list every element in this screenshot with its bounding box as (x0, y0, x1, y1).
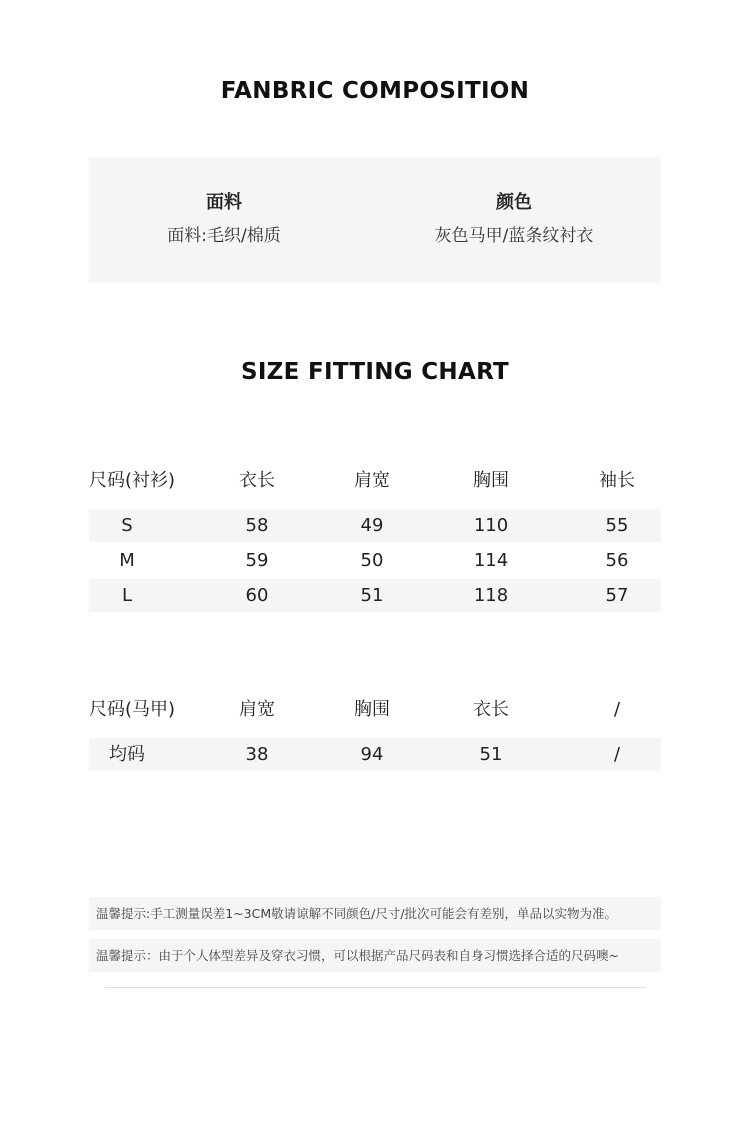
color-value: 灰色马甲/蓝条纹衬衣 (434, 226, 594, 246)
shirt-size-table (89, 464, 661, 614)
table-cell: 114 (473, 550, 509, 571)
color-label: 颜色 (496, 192, 532, 213)
table-header-row (89, 693, 661, 727)
header-cell-sleeve: 袖长 (599, 470, 635, 491)
header-cell-shoulder: 肩宽 (354, 470, 390, 491)
table-cell: 57 (605, 585, 629, 606)
table-cell: 58 (245, 515, 269, 536)
fabric-info-panel (89, 157, 661, 283)
header-cell-size: 尺码(马甲) (89, 699, 176, 720)
header-cell-chest: 胸围 (354, 699, 390, 720)
header-cell-empty: / (613, 699, 621, 720)
table-row (89, 579, 661, 612)
table-cell: 59 (245, 550, 269, 571)
bottom-divider (105, 987, 646, 988)
table-cell: 94 (360, 744, 384, 765)
size-chart-heading: SIZE FITTING CHART (240, 359, 510, 385)
material-label: 面料 (206, 192, 242, 213)
table-header-row (89, 464, 661, 498)
vest-size-table (89, 693, 661, 771)
table-cell: 51 (360, 585, 384, 606)
header-cell-chest: 胸围 (473, 470, 509, 491)
table-row (89, 738, 661, 771)
table-cell: S (121, 515, 133, 536)
header-cell-size: 尺码(衬衫) (89, 470, 176, 491)
table-cell: 56 (605, 550, 629, 571)
table-cell: M (119, 550, 135, 571)
table-cell: 49 (360, 515, 384, 536)
table-cell: 110 (473, 515, 509, 536)
header-cell-shoulder: 肩宽 (239, 699, 275, 720)
material-value: 面料:毛织/棉质 (167, 226, 281, 246)
table-row (89, 544, 661, 577)
table-cell: 55 (605, 515, 629, 536)
table-cell: 118 (473, 585, 509, 606)
fabric-composition-heading: FANBRIC COMPOSITION (220, 78, 530, 104)
measurement-tip-note: 温馨提示:手工测量误差1~3CM敬请谅解不同颜色/尺寸/批次可能会有差别，单品以实物为准。 (89, 897, 661, 930)
table-cell: L (121, 585, 133, 606)
table-cell: / (613, 744, 621, 765)
table-row (89, 509, 661, 542)
table-cell: 38 (245, 744, 269, 765)
size-choice-tip-note: 温馨提示：由于个人体型差异及穿衣习惯，可以根据产品尺码表和自身习惯选择合适的尺码噢~ (89, 939, 661, 972)
table-cell: 均码 (109, 744, 145, 765)
table-cell: 51 (479, 744, 503, 765)
table-cell: 60 (245, 585, 269, 606)
header-cell-length: 衣长 (239, 470, 275, 491)
table-cell: 50 (360, 550, 384, 571)
header-cell-length: 衣长 (473, 699, 509, 720)
